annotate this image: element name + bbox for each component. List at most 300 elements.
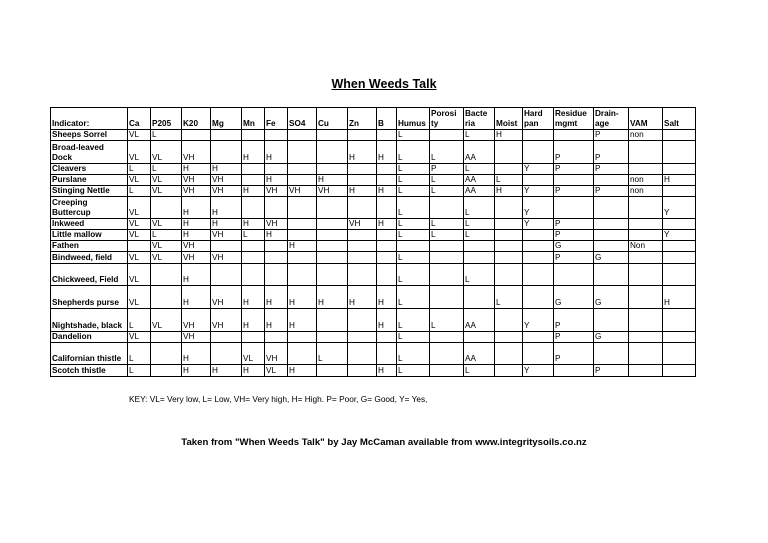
indicator-name: Bindweed, field <box>51 252 128 264</box>
table-cell <box>317 230 348 241</box>
table-cell: H <box>348 286 377 309</box>
column-header: Humus <box>397 108 430 130</box>
table-cell <box>464 332 495 343</box>
column-header: Ca <box>128 108 151 130</box>
source-credit: Taken from "When Weeds Talk" by Jay McCaman available from www.integritysoils.co.nz <box>181 437 587 448</box>
table-cell <box>629 264 663 286</box>
indicator-name: Stinging Nettle <box>51 186 128 197</box>
table-cell: H <box>265 309 288 332</box>
table-cell: L <box>242 230 265 241</box>
table-cell <box>430 286 464 309</box>
table-cell <box>151 197 182 219</box>
table-cell <box>317 130 348 141</box>
indicator-name: Purslane <box>51 175 128 186</box>
table-cell: L <box>151 164 182 175</box>
indicator-name: Shepherds purse <box>51 286 128 309</box>
indicator-name: Dandelion <box>51 332 128 343</box>
table-cell: L <box>464 230 495 241</box>
table-cell: VL <box>151 186 182 197</box>
table-cell <box>265 264 288 286</box>
table-cell <box>348 343 377 365</box>
table-cell <box>242 130 265 141</box>
table-cell <box>151 343 182 365</box>
table-cell: VL <box>128 130 151 141</box>
table-cell: H <box>242 141 265 164</box>
table-cell: L <box>397 175 430 186</box>
table-cell: H <box>377 141 397 164</box>
table-cell: H <box>182 197 211 219</box>
table-row <box>51 332 696 343</box>
table-cell <box>495 241 523 252</box>
table-cell: VL <box>128 230 151 241</box>
table-cell: H <box>377 309 397 332</box>
table-cell <box>151 286 182 309</box>
table-cell: VH <box>211 186 242 197</box>
table-cell <box>377 197 397 219</box>
table-cell <box>182 130 211 141</box>
table-row <box>51 164 696 175</box>
table-cell: G <box>554 241 594 252</box>
indicator-name: Creeping Buttercup <box>51 197 128 219</box>
column-header: K20 <box>182 108 211 130</box>
table-row <box>51 309 696 332</box>
table-cell <box>663 309 696 332</box>
table-cell <box>288 343 317 365</box>
table-cell <box>629 141 663 164</box>
table-cell <box>211 264 242 286</box>
table-cell: non <box>629 186 663 197</box>
table-cell: P <box>554 332 594 343</box>
table-cell <box>317 332 348 343</box>
table-cell <box>317 164 348 175</box>
table-row <box>51 141 696 164</box>
table-cell: Y <box>523 164 554 175</box>
table-cell: VH <box>182 241 211 252</box>
table-cell <box>128 241 151 252</box>
table-cell <box>288 332 317 343</box>
table-row <box>51 264 696 286</box>
table-cell <box>594 175 629 186</box>
table-cell <box>629 332 663 343</box>
table-cell <box>495 164 523 175</box>
table-cell <box>594 197 629 219</box>
table-cell: VL <box>151 309 182 332</box>
column-header: Fe <box>265 108 288 130</box>
table-cell: H <box>288 365 317 377</box>
table-cell: P <box>594 164 629 175</box>
table-cell <box>242 197 265 219</box>
table-cell: P <box>554 230 594 241</box>
table-cell <box>317 141 348 164</box>
table-cell: VH <box>288 186 317 197</box>
table-cell <box>377 343 397 365</box>
table-cell <box>288 164 317 175</box>
table-cell <box>629 219 663 230</box>
table-cell: L <box>397 197 430 219</box>
table-cell <box>211 130 242 141</box>
table-cell: H <box>663 175 696 186</box>
table-cell: VL <box>128 197 151 219</box>
table-cell <box>523 252 554 264</box>
column-header: B <box>377 108 397 130</box>
table-cell <box>594 230 629 241</box>
table-cell <box>317 264 348 286</box>
table-row <box>51 130 696 141</box>
table-cell: VH <box>182 332 211 343</box>
table-cell: H <box>265 141 288 164</box>
table-cell: H <box>242 286 265 309</box>
table-cell: VL <box>128 332 151 343</box>
column-header: VAM <box>629 108 663 130</box>
table-cell <box>348 365 377 377</box>
table-cell: VH <box>211 286 242 309</box>
table-row <box>51 286 696 309</box>
table-cell <box>288 252 317 264</box>
table-cell <box>495 219 523 230</box>
table-cell: VH <box>265 219 288 230</box>
table-cell <box>242 164 265 175</box>
table-cell: L <box>464 164 495 175</box>
column-header: Drain- age <box>594 108 629 130</box>
table-cell <box>288 230 317 241</box>
table-cell <box>663 141 696 164</box>
table-cell: VL <box>128 264 151 286</box>
table-cell: L <box>430 309 464 332</box>
table-row <box>51 219 696 230</box>
table-cell <box>430 332 464 343</box>
table-cell <box>430 365 464 377</box>
table-cell <box>629 252 663 264</box>
table-cell: H <box>348 186 377 197</box>
table-cell: L <box>128 343 151 365</box>
table-cell <box>242 241 265 252</box>
table-cell: L <box>397 309 430 332</box>
table-cell <box>430 264 464 286</box>
table-cell: AA <box>464 343 495 365</box>
indicator-name: Inkweed <box>51 219 128 230</box>
table-cell: VH <box>348 219 377 230</box>
table-cell: VH <box>317 186 348 197</box>
table-cell: VL <box>128 219 151 230</box>
table-cell: H <box>317 175 348 186</box>
table-cell <box>663 343 696 365</box>
table-cell: P <box>594 130 629 141</box>
table-cell <box>377 332 397 343</box>
table-cell <box>317 365 348 377</box>
table-cell: H <box>495 130 523 141</box>
table-cell: L <box>430 141 464 164</box>
table-cell: VH <box>265 343 288 365</box>
table-cell <box>594 241 629 252</box>
table-cell: L <box>397 332 430 343</box>
table-cell: H <box>182 286 211 309</box>
table-cell: VH <box>211 252 242 264</box>
table-cell <box>348 164 377 175</box>
table-cell <box>348 230 377 241</box>
table-cell: non <box>629 175 663 186</box>
table-cell <box>377 130 397 141</box>
table-cell: L <box>397 219 430 230</box>
table-cell <box>151 365 182 377</box>
table-cell <box>495 197 523 219</box>
indicator-name: Scotch thistle <box>51 365 128 377</box>
column-header: Hard pan <box>523 108 554 130</box>
table-cell: H <box>211 164 242 175</box>
table-cell <box>288 219 317 230</box>
table-cell: VL <box>151 241 182 252</box>
table-cell <box>151 332 182 343</box>
table-row <box>51 241 696 252</box>
table-cell <box>211 241 242 252</box>
table-cell <box>348 309 377 332</box>
column-header: Moist <box>495 108 523 130</box>
table-cell: H <box>211 365 242 377</box>
table-cell: P <box>594 141 629 164</box>
table-cell <box>554 197 594 219</box>
table-cell <box>663 252 696 264</box>
table-cell <box>377 264 397 286</box>
table-cell: H <box>182 365 211 377</box>
table-cell: H <box>377 286 397 309</box>
table-cell: L <box>397 286 430 309</box>
table-cell <box>663 365 696 377</box>
table-cell <box>317 309 348 332</box>
table-cell <box>430 197 464 219</box>
table-cell: Y <box>523 186 554 197</box>
table-row <box>51 343 696 365</box>
table-cell <box>495 252 523 264</box>
table-cell: AA <box>464 186 495 197</box>
table-cell <box>495 264 523 286</box>
table-cell: Y <box>663 230 696 241</box>
table-cell <box>430 343 464 365</box>
column-header: Porosi ty <box>430 108 464 130</box>
table-cell: L <box>464 197 495 219</box>
table-cell: VL <box>151 219 182 230</box>
table-cell: L <box>464 365 495 377</box>
table-cell <box>523 130 554 141</box>
table-cell: L <box>430 230 464 241</box>
table-cell: non <box>629 130 663 141</box>
table-cell: VH <box>182 175 211 186</box>
table-cell <box>288 175 317 186</box>
table-cell <box>629 197 663 219</box>
table-cell <box>594 343 629 365</box>
table-cell: H <box>242 365 265 377</box>
table-cell: VL <box>265 365 288 377</box>
table-cell <box>265 332 288 343</box>
table-cell <box>348 241 377 252</box>
table-cell <box>317 252 348 264</box>
table-cell <box>288 264 317 286</box>
table-cell <box>554 264 594 286</box>
table-cell: VH <box>182 141 211 164</box>
table-cell <box>265 164 288 175</box>
table-cell: P <box>554 343 594 365</box>
table-row <box>51 230 696 241</box>
table-cell: VH <box>182 186 211 197</box>
table-cell: L <box>495 286 523 309</box>
table-cell <box>495 141 523 164</box>
table-row <box>51 365 696 377</box>
table-cell <box>495 309 523 332</box>
table-cell: P <box>554 219 594 230</box>
indicator-name: Californian thistle <box>51 343 128 365</box>
table-cell: L <box>430 219 464 230</box>
column-header: Residue mgmt <box>554 108 594 130</box>
table-cell: VL <box>128 175 151 186</box>
table-cell: L <box>397 252 430 264</box>
table-cell <box>523 141 554 164</box>
table-cell: L <box>317 343 348 365</box>
table-cell: L <box>464 264 495 286</box>
table-cell <box>464 252 495 264</box>
table-cell: VL <box>128 141 151 164</box>
table-cell: H <box>182 230 211 241</box>
table-cell <box>242 252 265 264</box>
table-cell <box>265 130 288 141</box>
table-cell: Y <box>523 365 554 377</box>
table-cell: Y <box>523 197 554 219</box>
table-cell: H <box>265 230 288 241</box>
table-cell: P <box>554 252 594 264</box>
table-cell: Y <box>523 309 554 332</box>
table-cell <box>211 343 242 365</box>
table-cell: H <box>265 175 288 186</box>
table-cell <box>377 164 397 175</box>
table-cell <box>288 141 317 164</box>
table-cell: L <box>397 230 430 241</box>
table-cell: L <box>128 164 151 175</box>
table-cell: H <box>182 264 211 286</box>
table-cell <box>495 365 523 377</box>
table-cell: G <box>594 286 629 309</box>
table-cell: H <box>348 141 377 164</box>
table-cell <box>348 130 377 141</box>
table-cell: G <box>554 286 594 309</box>
table-cell: L <box>151 130 182 141</box>
table-cell: H <box>242 186 265 197</box>
table-cell <box>663 130 696 141</box>
table-cell <box>377 175 397 186</box>
table-cell: L <box>128 309 151 332</box>
table-cell <box>317 219 348 230</box>
table-cell <box>663 332 696 343</box>
table-cell: H <box>288 286 317 309</box>
table-cell <box>211 332 242 343</box>
table-cell: P <box>594 365 629 377</box>
table-cell <box>464 241 495 252</box>
indicator-name: Chickweed, Field <box>51 264 128 286</box>
column-header: Mn <box>242 108 265 130</box>
table-cell <box>288 197 317 219</box>
table-cell <box>377 241 397 252</box>
column-header: Salt <box>663 108 696 130</box>
table-cell: H <box>182 343 211 365</box>
column-header: P205 <box>151 108 182 130</box>
table-cell: VH <box>211 230 242 241</box>
indicator-name: Nightshade, black <box>51 309 128 332</box>
table-cell <box>523 343 554 365</box>
table-cell <box>265 252 288 264</box>
column-header: Bacte ria <box>464 108 495 130</box>
table-cell: AA <box>464 175 495 186</box>
table-cell: H <box>377 219 397 230</box>
table-cell: L <box>128 365 151 377</box>
table-cell: L <box>397 130 430 141</box>
table-cell <box>397 241 430 252</box>
table-cell: H <box>377 365 397 377</box>
table-cell <box>629 230 663 241</box>
table-cell: H <box>211 197 242 219</box>
table-cell: L <box>397 365 430 377</box>
table-cell: VH <box>265 186 288 197</box>
table-cell <box>663 241 696 252</box>
table-cell <box>554 130 594 141</box>
table-cell <box>242 264 265 286</box>
key-legend: KEY: VL= Very low, L= Low, VH= Very high, H= High. P= Poor, G= Good, Y= Yes, <box>129 394 428 404</box>
table-cell: H <box>495 186 523 197</box>
table-cell: P <box>554 186 594 197</box>
table-cell <box>523 332 554 343</box>
table-cell: L <box>430 175 464 186</box>
table-cell <box>523 286 554 309</box>
table-cell: VH <box>182 252 211 264</box>
table-row <box>51 197 696 219</box>
table-cell <box>629 365 663 377</box>
table-cell <box>265 241 288 252</box>
table-cell: VL <box>128 252 151 264</box>
table-cell <box>242 332 265 343</box>
document-title: When Weeds Talk <box>331 77 437 91</box>
table-cell <box>348 252 377 264</box>
table-cell: VL <box>151 252 182 264</box>
table-cell <box>495 332 523 343</box>
header-row <box>51 108 696 130</box>
indicator-name: Fathen <box>51 241 128 252</box>
indicator-name: Broad-leaved Dock <box>51 141 128 164</box>
table-cell <box>523 230 554 241</box>
table-cell: H <box>663 286 696 309</box>
table-cell: VH <box>211 309 242 332</box>
table-cell: L <box>397 264 430 286</box>
table-cell <box>523 264 554 286</box>
table-cell: H <box>288 309 317 332</box>
table-cell <box>629 286 663 309</box>
table-cell <box>495 230 523 241</box>
table-cell: P <box>594 186 629 197</box>
table-cell: H <box>317 286 348 309</box>
table-cell: VL <box>151 175 182 186</box>
table-cell: VH <box>182 309 211 332</box>
table-cell: P <box>554 141 594 164</box>
table-cell <box>348 175 377 186</box>
table-cell <box>242 175 265 186</box>
table-cell <box>211 141 242 164</box>
column-header: Cu <box>317 108 348 130</box>
table-cell: H <box>182 164 211 175</box>
table-cell: L <box>397 164 430 175</box>
table-cell <box>430 241 464 252</box>
table-cell <box>663 219 696 230</box>
table-cell: H <box>182 219 211 230</box>
table-cell <box>663 164 696 175</box>
table-cell <box>663 186 696 197</box>
table-cell: L <box>128 186 151 197</box>
table-cell: H <box>288 241 317 252</box>
table-cell <box>554 175 594 186</box>
table-cell: L <box>397 343 430 365</box>
